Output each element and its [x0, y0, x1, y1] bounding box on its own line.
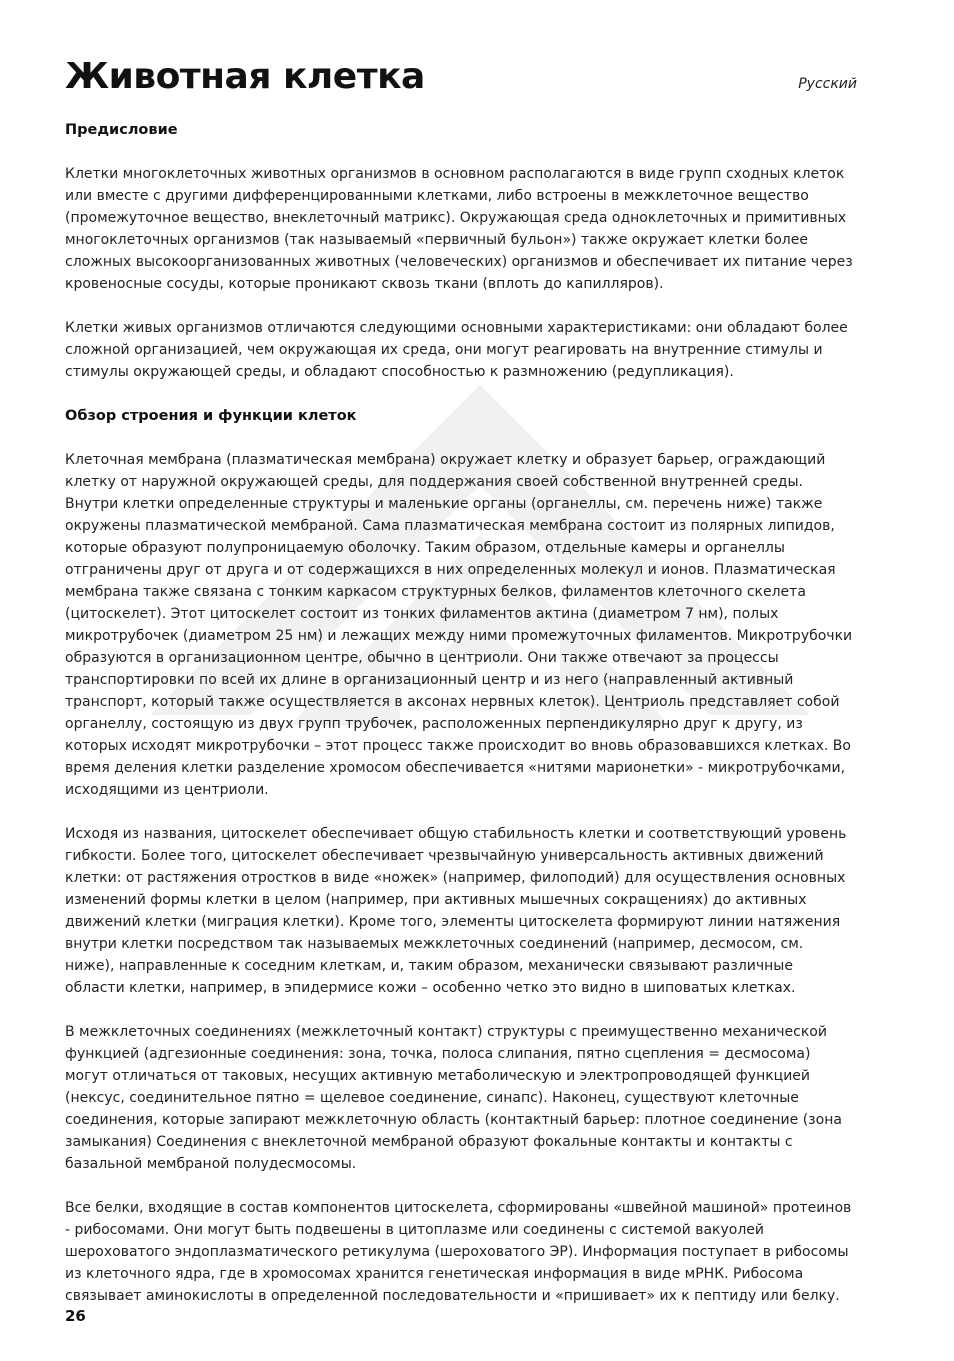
section-heading-overview: Обзор строения и функции клеток	[65, 408, 357, 424]
section-heading-preface: Предисловие	[65, 122, 178, 138]
content	[65, 119, 857, 1307]
page-title: Животная клетка	[65, 56, 425, 97]
paragraph-preface-2: Клетки живых организмов отличаются следующими основными характеристиками: они обладают более сложной организацией, чем окружающая их среда, они могут реагировать на внутренние стимулы и стимулы окружающей среды, и обладают способностью к размножению (редупликация).	[65, 320, 848, 380]
paragraph-preface-1: Клетки многоклеточных животных организмов в основном располагаются в виде групп сходных клеток или вместе с другими дифференцированными клетками, либо встроены в межклеточное вещество (промежуточное вещество, внеклеточный матрикс). Окружающая среда одноклеточных и примитивных многоклеточных организмов (так называемый «первичный бульон») также окружает клетки более сложных высокоорганизованных животных (человеческих) организмов и обеспечивает их питание через кровеносные сосуды, которые проникают сквозь ткани (вплоть до капилляров).	[65, 166, 853, 292]
paragraph-overview-3: В межклеточных соединениях (межклеточный контакт) структуры с преимущественно механической функцией (адгезионные соединения: зона, точка, полоса слипания, пятно сцепления = десмосома) могут отличаться от таковых, несущих активную метаболическую и электропроводящей функцией (нексус, соединительное пятно = щелевое соединение, синапс). Наконец, существуют клеточные соединения, которые запирают межклеточную область (контактный барьер: плотное соединение (зона замыкания) Соединения с внеклеточной мембраной образуют фокальные контакты и контакты с базальной мембраной полудесмосомы.	[65, 1024, 842, 1172]
page-number: 26	[65, 1307, 86, 1325]
paragraph-overview-2: Исходя из названия, цитоскелет обеспечивает общую стабильность клетки и соответствующий уровень гибкости. Более того, цитоскелет обеспечивает чрезвычайную универсальность активных движений клетки: от растяжения отростков в виде «ножек» (например, филоподий) для осуществления основных изменений формы клетки в целом (например, при активных мышечных сокращениях) до активных движений клетки (миграция клетки). Кроме того, элементы цитоскелета формируют линии натяжения внутри клетки посредством так называемых межклеточных соединений (например, десмосом, см. ниже), направленные к соседним клеткам, и, таким образом, механически связывают различные области клетки, например, в эпидермисе кожи – особенно четко это видно в шиповатых клетках.	[65, 826, 847, 996]
paragraph-overview-4: Все белки, входящие в состав компонентов цитоскелета, сформированы «швейной машиной» протеинов - рибосомами. Они могут быть подвешены в цитоплазме или соединены с системой вакуолей шероховатого эндоплазматического ретикулума (шероховатого ЭР). Информация поступает в рибосомы из клеточного ядра, где в хромосомах хранится генетическая информация в виде мРНК. Рибосома связывает аминокислоты в определенной последовательности и «пришивает» их к пептиду или белку.	[65, 1200, 852, 1304]
paragraph-overview-1: Клеточная мембрана (плазматическая мембрана) окружает клетку и образует барьер, ограждающий клетку от наружной окружающей среды, для поддержания своей собственной внутренней среды. Внутри клетки определенные структуры и маленькие органы (органеллы, см. перечень ниже) также окружены плазматической мембраной. Сама плазматическая мембрана состоит из полярных липидов, которые образуют полупроницаемую оболочку. Таким образом, отдельные камеры и органеллы отграничены друг от друга и от содержащихся в них определенных молекул и ионов. Плазматическая мембрана также связана с тонким каркасом структурных белков, филаментов клеточного скелета (цитоскелет). Этот цитоскелет состоит из тонких филаментов актина (диаметром 7 нм), полых микротрубочек (диаметром 25 нм) и лежащих между ними промежуточных филаментов. Микротрубочки образуются в организационном центре, обычно в центриоли. Они также отвечают за процессы транспортировки по всей их длине в организационный центр и из него (направленный активный транспорт, который также осуществляется в аксонах нервных клеток). Центриоль представляет собой органеллу, состоящую из двух групп трубочек, расположенных перпендикулярно друг к другу, из которых исходят микротрубочки – этот процесс также происходит во вновь образовавшихся клетках. Во время деления клетки разделение хромосом обеспечивается «нитями марионетки» - микротрубочками, исходящими из центриоли.	[65, 452, 853, 798]
language-label: Русский	[798, 76, 857, 92]
